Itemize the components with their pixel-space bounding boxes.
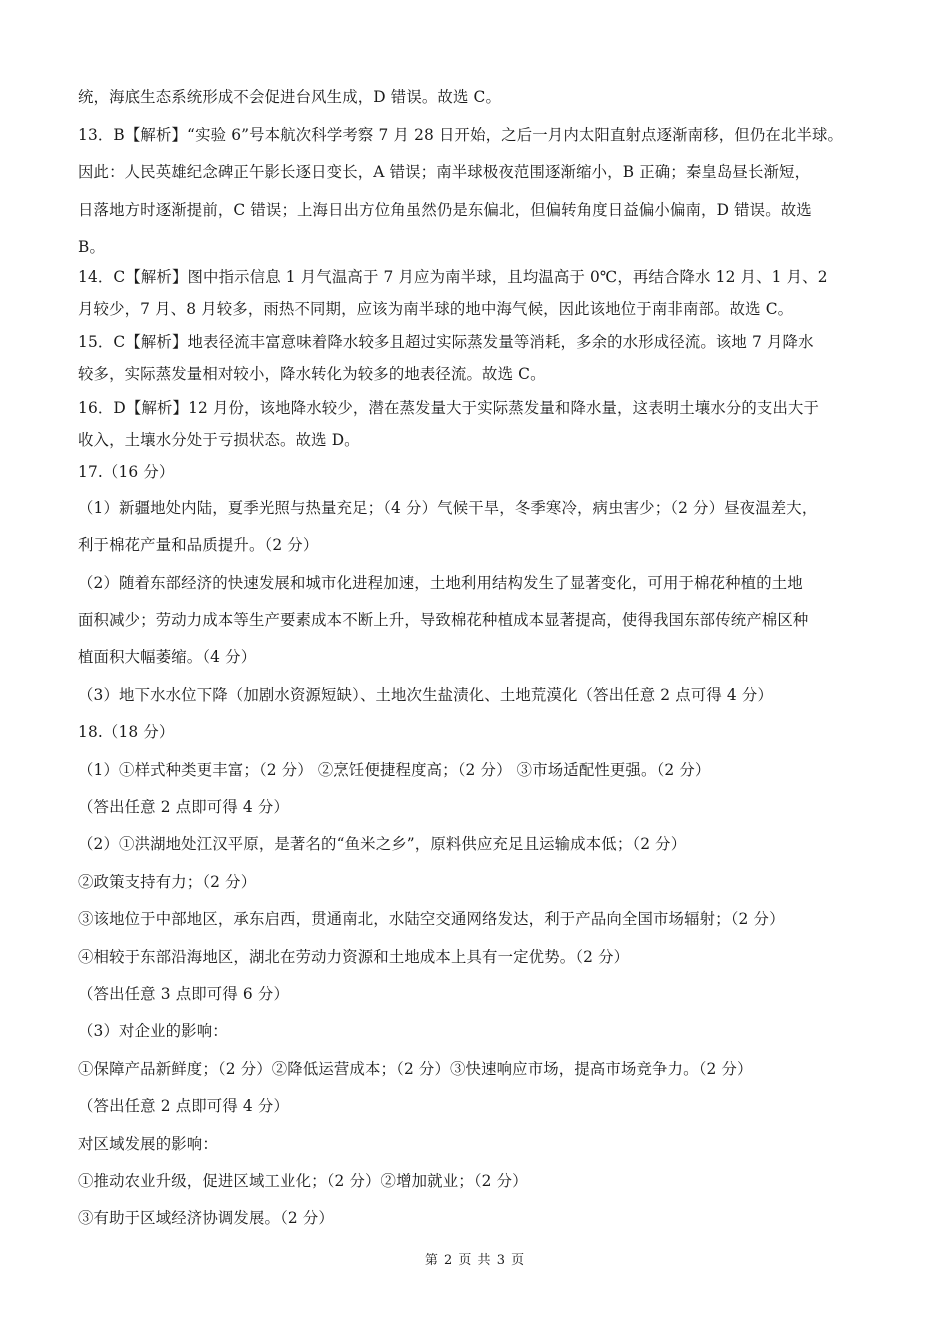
text-line: 因此：人民英雄纪念碑正午影长逐日变长，A 错误；南半球极夜范围逐渐缩小，B 正确；秦皇岛昼长渐短， xyxy=(78,163,811,181)
text-line: 较多，实际蒸发量相对较小，降水转化为较多的地表径流。故选 C。 xyxy=(78,365,546,383)
text-line: （3）地下水水位下降（加剧水资源短缺）、土地次生盐渍化、土地荒漠化（答出任意 2 点可得 4 分） xyxy=(78,686,774,704)
text-line: 对区域发展的影响： xyxy=(78,1135,218,1153)
text-line: （答出任意 2 点即可得 4 分） xyxy=(78,798,289,816)
text-line: （2）①洪湖地处江汉平原，是著名的“鱼米之乡”，原料供应充足且运输成本低；（2 分） xyxy=(78,835,687,853)
text-line: 月较少，7 月、8 月较多，雨热不同期，应该为南半球的地中海气候，因此该地位于南非南部。故选 C。 xyxy=(78,300,794,318)
text-line: 统，海底生态系统形成不会促进台风生成，D 错误。故选 C。 xyxy=(78,88,502,106)
page-number-footer: 第 2 页 共 3 页 xyxy=(424,1253,526,1268)
text-line: 16．D【解析】12 月份，该地降水较少，潜在蒸发量大于实际蒸发量和降水量，这表明土壤水分的支出大于 xyxy=(78,399,820,417)
text-line: （1）新疆地处内陆，夏季光照与热量充足；（4 分）气候干旱，冬季寒冷，病虫害少；（2 分）昼夜温差大， xyxy=(78,499,818,517)
text-line: （2）随着东部经济的快速发展和城市化进程加速，土地利用结构发生了显著变化，可用于棉花种植的土地 xyxy=(78,574,803,592)
section-heading: 17.（16 分） xyxy=(78,463,175,481)
section-heading: 18.（18 分） xyxy=(78,723,175,741)
text-line: 13．B【解析】“实验 6”号本航次科学考察 7 月 28 日开始，之后一月内太阳直射点逐渐南移，但仍在北半球。 xyxy=(78,126,844,144)
text-line: ②政策支持有力；（2 分） xyxy=(78,873,257,891)
text-line: 日落地方时逐渐提前，C 错误；上海日出方位角虽然仍是东偏北，但偏转角度日益偏小偏南，D 错误。故选 xyxy=(78,201,812,219)
text-line: ①推动农业升级，促进区域工业化；（2 分）②增加就业；（2 分） xyxy=(78,1172,528,1190)
text-line: ③有助于区域经济协调发展。（2 分） xyxy=(78,1209,334,1227)
text-line: 面积减少；劳动力成本等生产要素成本不断上升，导致棉花种植成本显著提高，使得我国东部传统产棉区种 xyxy=(78,611,809,629)
text-line: （3）对企业的影响： xyxy=(78,1022,228,1040)
text-line: ④相较于东部沿海地区，湖北在劳动力资源和土地成本上具有一定优势。（2 分） xyxy=(78,948,630,966)
text-line: 利于棉花产量和品质提升。（2 分） xyxy=(78,536,319,554)
text-line: （答出任意 2 点即可得 4 分） xyxy=(78,1097,289,1115)
text-line: B。 xyxy=(78,238,106,256)
text-line: ③该地位于中部地区，承东启西，贯通南北，水陆空交通网络发达，利于产品向全国市场辐射；（2 分） xyxy=(78,910,785,928)
text-line: 收入，土壤水分处于亏损状态。故选 D。 xyxy=(78,431,360,449)
text-line: （答出任意 3 点即可得 6 分） xyxy=(78,985,289,1003)
text-line: 14．C【解析】图中指示信息 1 月气温高于 7 月应为南半球，且均温高于 0℃，再结合降水 12 月、1 月、2 xyxy=(78,268,828,286)
text-line: ①保障产品新鲜度；（2 分）②降低运营成本；（2 分）③快速响应市场，提高市场竞争力。（2 分） xyxy=(78,1060,753,1078)
text-line: 15．C【解析】地表径流丰富意味着降水较多且超过实际蒸发量等消耗，多余的水形成径流。该地 7 月降水 xyxy=(78,333,814,351)
text-line: （1）①样式种类更丰富；（2 分） ②烹饪便捷程度高；（2 分） ③市场适配性更强。（2 分） xyxy=(78,761,711,779)
text-line: 植面积大幅萎缩。（4 分） xyxy=(78,648,257,666)
